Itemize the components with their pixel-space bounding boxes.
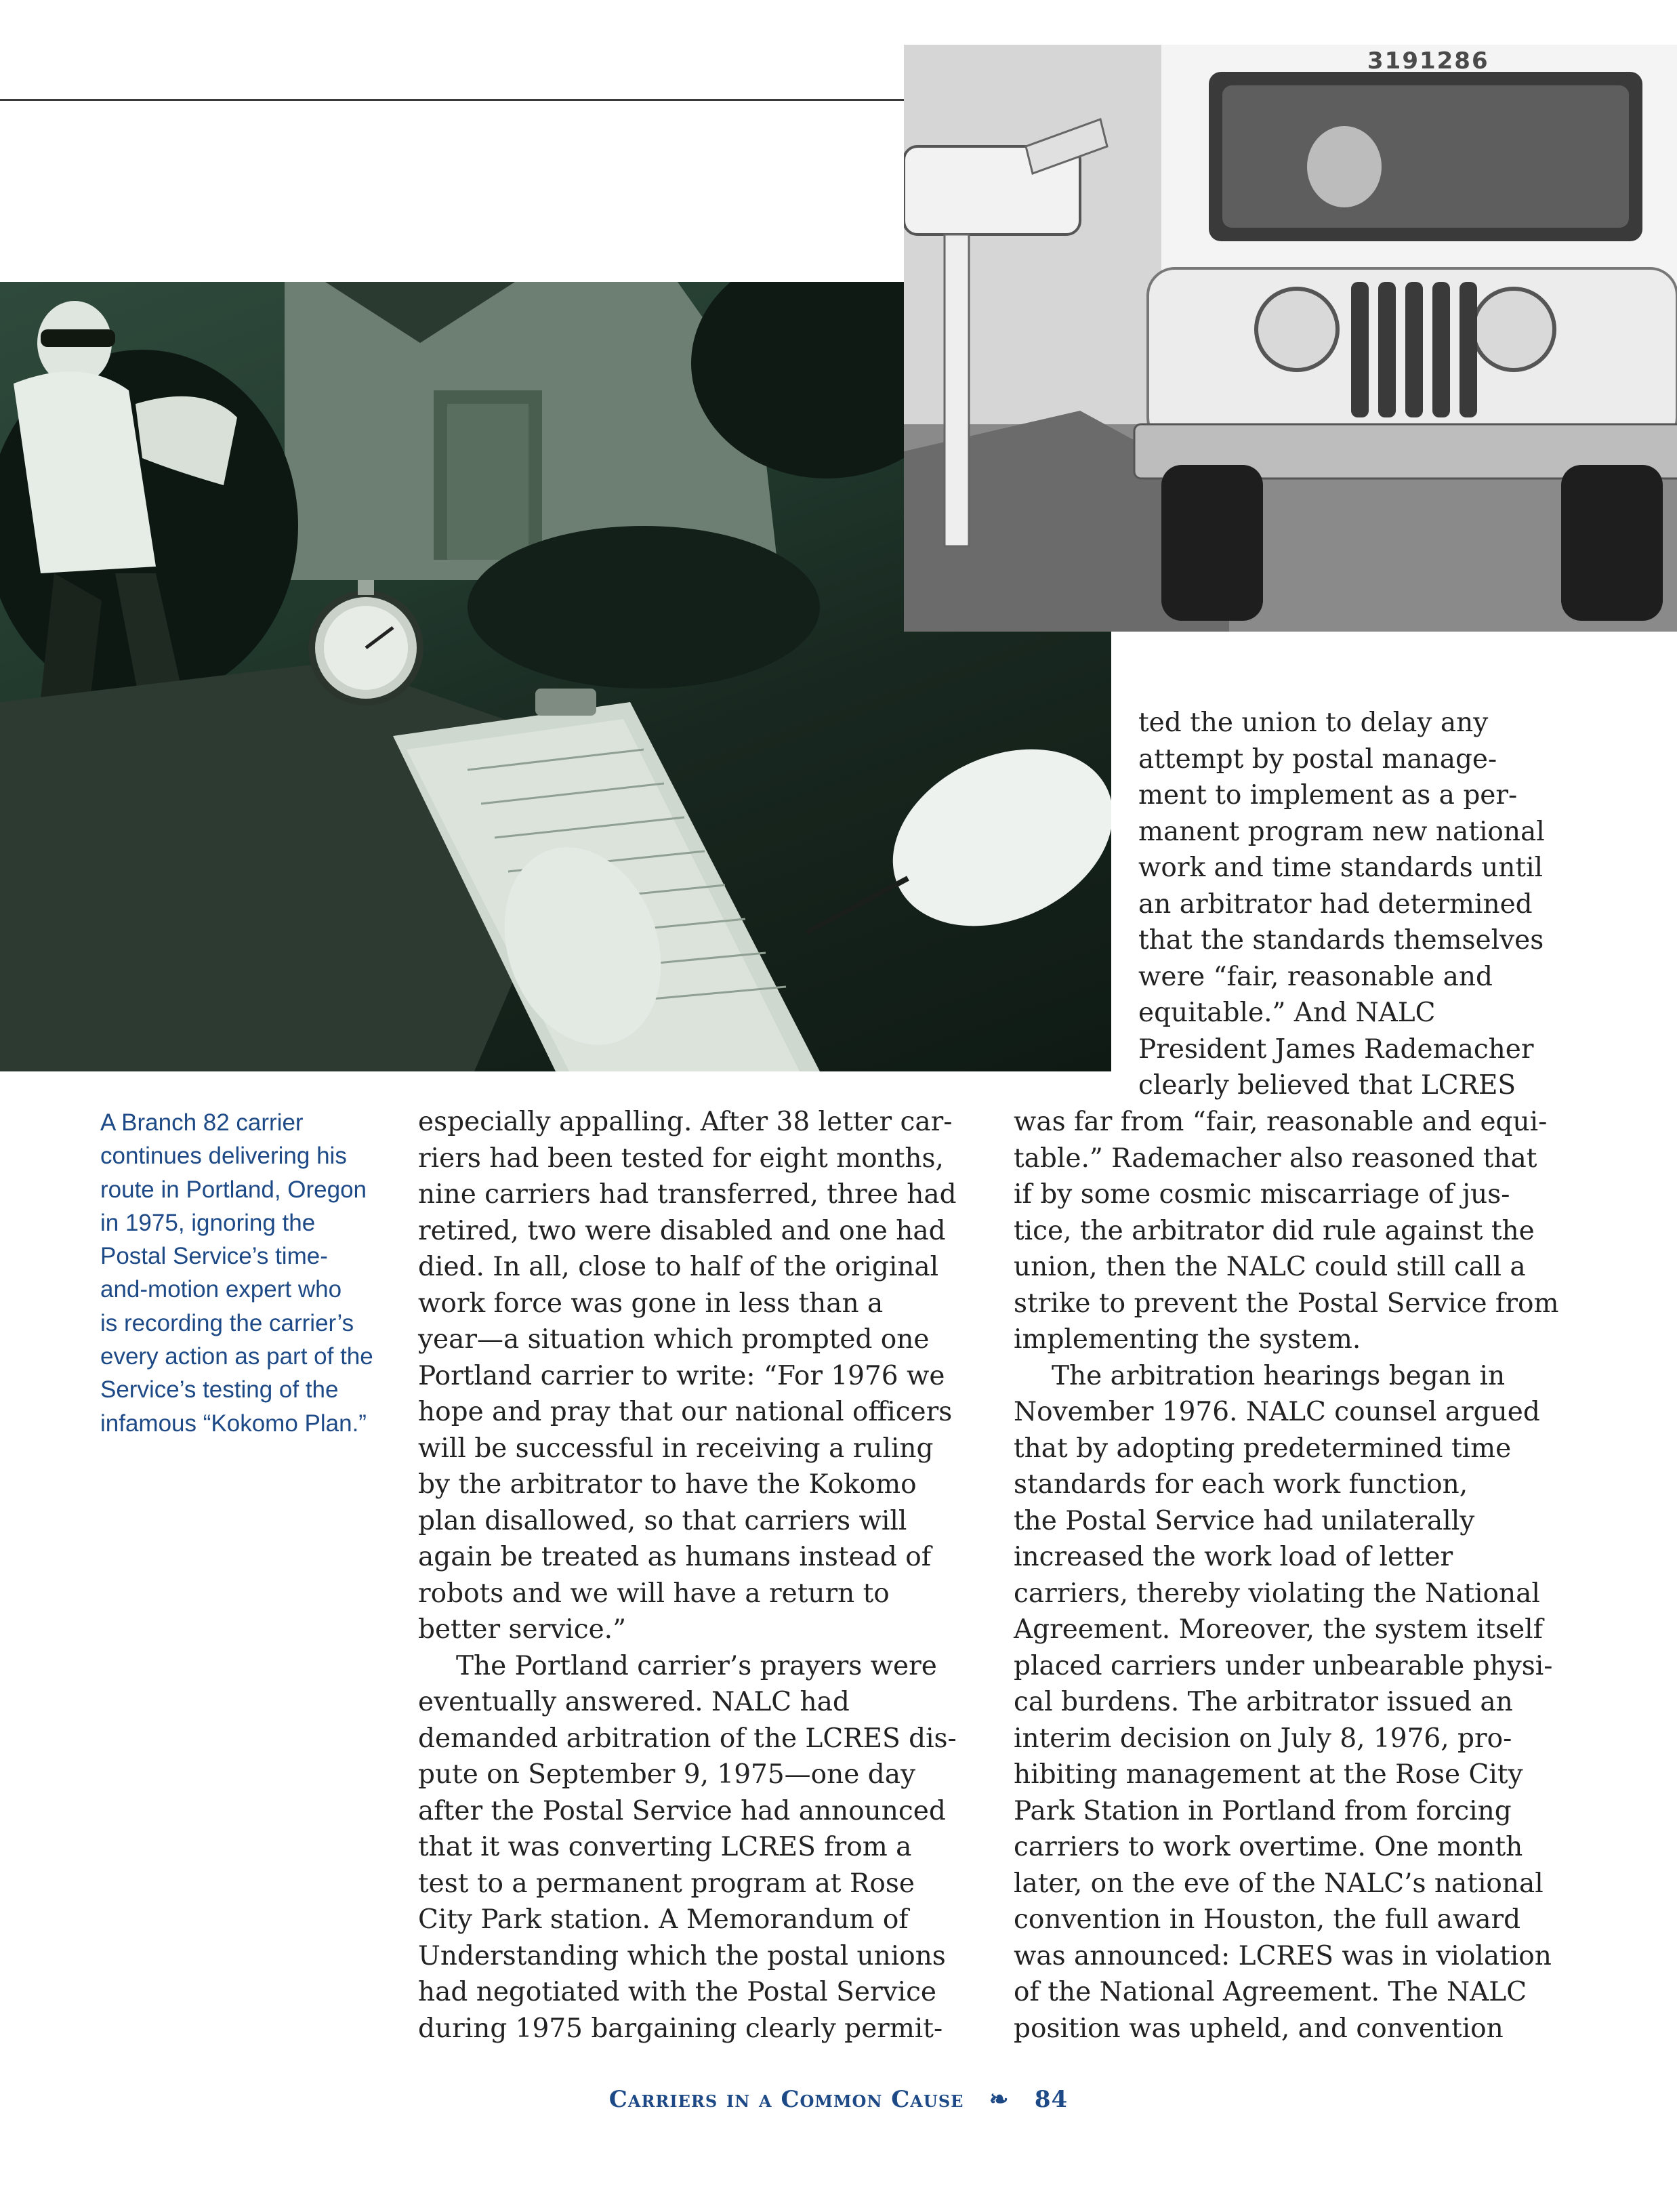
body-line: Portland carrier to write: “For 1976 we	[418, 1360, 945, 1391]
body-line: ted the union to delay any	[1138, 708, 1489, 738]
body-line: that the standards themselves	[1138, 925, 1544, 956]
photo-postal-jeep	[904, 45, 1677, 632]
body-line: retired, two were disabled and one had	[418, 1215, 946, 1246]
body-line: of the National Agreement. The NALC	[1014, 1977, 1527, 2007]
body-line: that by adopting predetermined time	[1014, 1433, 1512, 1464]
body-line: increased the work load of letter	[1014, 1542, 1453, 1572]
body-line: equitable.” And NALC	[1138, 998, 1436, 1028]
caption-line: and-motion expert who	[100, 1276, 342, 1303]
body-line: tice, the arbitrator did rule against the	[1014, 1215, 1535, 1246]
body-line: hope and pray that our national officers	[418, 1397, 953, 1427]
body-column-right-top	[1138, 705, 1653, 1104]
page-footer	[0, 2086, 1677, 2113]
body-line: position was upheld, and convention	[1014, 2013, 1504, 2044]
caption-line: continues delivering his	[100, 1143, 347, 1170]
body-line: table.” Rademacher also reasoned that	[1014, 1143, 1537, 1174]
body-line: that it was converting LCRES from a	[418, 1832, 912, 1862]
body-line: work and time standards until	[1138, 853, 1544, 883]
body-line: The arbitration hearings began in	[1052, 1360, 1506, 1391]
body-line: pute on September 9, 1975—one day	[418, 1759, 915, 1790]
body-line: demanded arbitration of the LCRES dis-	[418, 1723, 957, 1754]
body-line: union, then the NALC could still call a	[1014, 1252, 1526, 1282]
body-line: interim decision on July 8, 1976, pro-	[1014, 1723, 1512, 1754]
body-line: eventually answered. NALC had	[418, 1687, 850, 1717]
body-line: implementing the system.	[1014, 1324, 1361, 1355]
body-line: standards for each work function,	[1014, 1469, 1468, 1500]
body-line: riers had been tested for eight months,	[418, 1143, 944, 1174]
body-line: year—a situation which prompted one	[418, 1324, 930, 1355]
caption-line: Service’s testing of the	[100, 1376, 339, 1404]
body-line: convention in Houston, the full award	[1014, 1904, 1521, 1935]
caption-line: is recording the carrier’s	[100, 1309, 354, 1336]
body-line: attempt by postal manage-	[1138, 743, 1497, 775]
photo-postal-jeep-art	[904, 45, 1677, 632]
body-line: later, on the eve of the NALC’s national	[1014, 1868, 1544, 1899]
caption-line: A Branch 82 carrier	[100, 1109, 304, 1136]
body-line: better service.”	[418, 1614, 627, 1645]
body-line: placed carriers under unbearable physi-	[1014, 1650, 1553, 1681]
caption-line: every action as part of the	[100, 1343, 373, 1370]
body-line: nine carriers had transferred, three had	[418, 1179, 957, 1210]
photo-caption	[100, 1106, 378, 1440]
body-line: were “fair, reasonable and	[1138, 961, 1493, 992]
caption-line: Postal Service’s time-	[100, 1243, 328, 1270]
body-line: especially appalling. After 38 letter car-	[418, 1107, 953, 1137]
body-line: was announced: LCRES was in violation	[1014, 1940, 1552, 1971]
page-number: 84	[1034, 2086, 1069, 2113]
body-line: an arbitrator had determined	[1138, 888, 1533, 920]
body-column-right	[1014, 1104, 1596, 2047]
body-line: died. In all, close to half of the original	[418, 1252, 939, 1282]
body-line: work force was gone in less than a	[418, 1288, 884, 1319]
leaf-ornament-icon: ❧	[989, 2086, 1010, 2113]
body-line: test to a permanent program at Rose	[418, 1868, 915, 1899]
body-line: manent program new national	[1138, 816, 1545, 847]
body-line: ment to implement as a per-	[1138, 780, 1518, 811]
body-line: plan disallowed, so that carriers will	[418, 1505, 907, 1536]
body-line: was far from “fair, reasonable and equi-	[1014, 1107, 1548, 1137]
body-line: the Postal Service had unilaterally	[1014, 1505, 1475, 1536]
body-line: Agreement. Moreover, the system itself	[1014, 1614, 1544, 1645]
body-line: carriers, thereby violating the National	[1014, 1578, 1540, 1609]
body-line: will be successful in receiving a ruling	[418, 1433, 934, 1464]
body-line: if by some cosmic miscarriage of jus-	[1014, 1179, 1510, 1210]
body-line: again be treated as humans instead of	[418, 1542, 932, 1572]
body-line: November 1976. NALC counsel argued	[1014, 1397, 1540, 1427]
caption-line: in 1975, ignoring the	[100, 1209, 316, 1236]
body-line: robots and we will have a return to	[418, 1578, 890, 1609]
body-line: by the arbitrator to have the Kokomo	[418, 1469, 917, 1500]
body-line: strike to prevent the Postal Service from	[1014, 1288, 1559, 1319]
body-line: had negotiated with the Postal Service	[418, 1977, 937, 2007]
body-line: after the Postal Service had announced	[418, 1795, 946, 1826]
body-column-middle	[418, 1104, 974, 2047]
body-line: clearly believed that LCRES	[1138, 1070, 1516, 1101]
caption-line: infamous “Kokomo Plan.”	[100, 1410, 367, 1437]
body-line: during 1975 bargaining clearly permit-	[418, 2013, 943, 2044]
body-line: President James Rademacher	[1138, 1033, 1534, 1065]
body-line: The Portland carrier’s prayers were	[456, 1650, 937, 1681]
jeep-number: 3191286	[1367, 47, 1489, 75]
body-line: cal burdens. The arbitrator issued an	[1014, 1687, 1513, 1717]
body-line: Understanding which the postal unions	[418, 1940, 946, 1971]
body-line: hibiting management at the Rose City	[1014, 1759, 1523, 1790]
footer-title: Carriers in a Common Cause	[608, 2086, 964, 2113]
body-line: Park Station in Portland from forcing	[1014, 1795, 1512, 1826]
caption-line: route in Portland, Oregon	[100, 1176, 367, 1203]
body-line: City Park station. A Memorandum of	[418, 1904, 909, 1935]
body-line: carriers to work overtime. One month	[1014, 1832, 1523, 1862]
